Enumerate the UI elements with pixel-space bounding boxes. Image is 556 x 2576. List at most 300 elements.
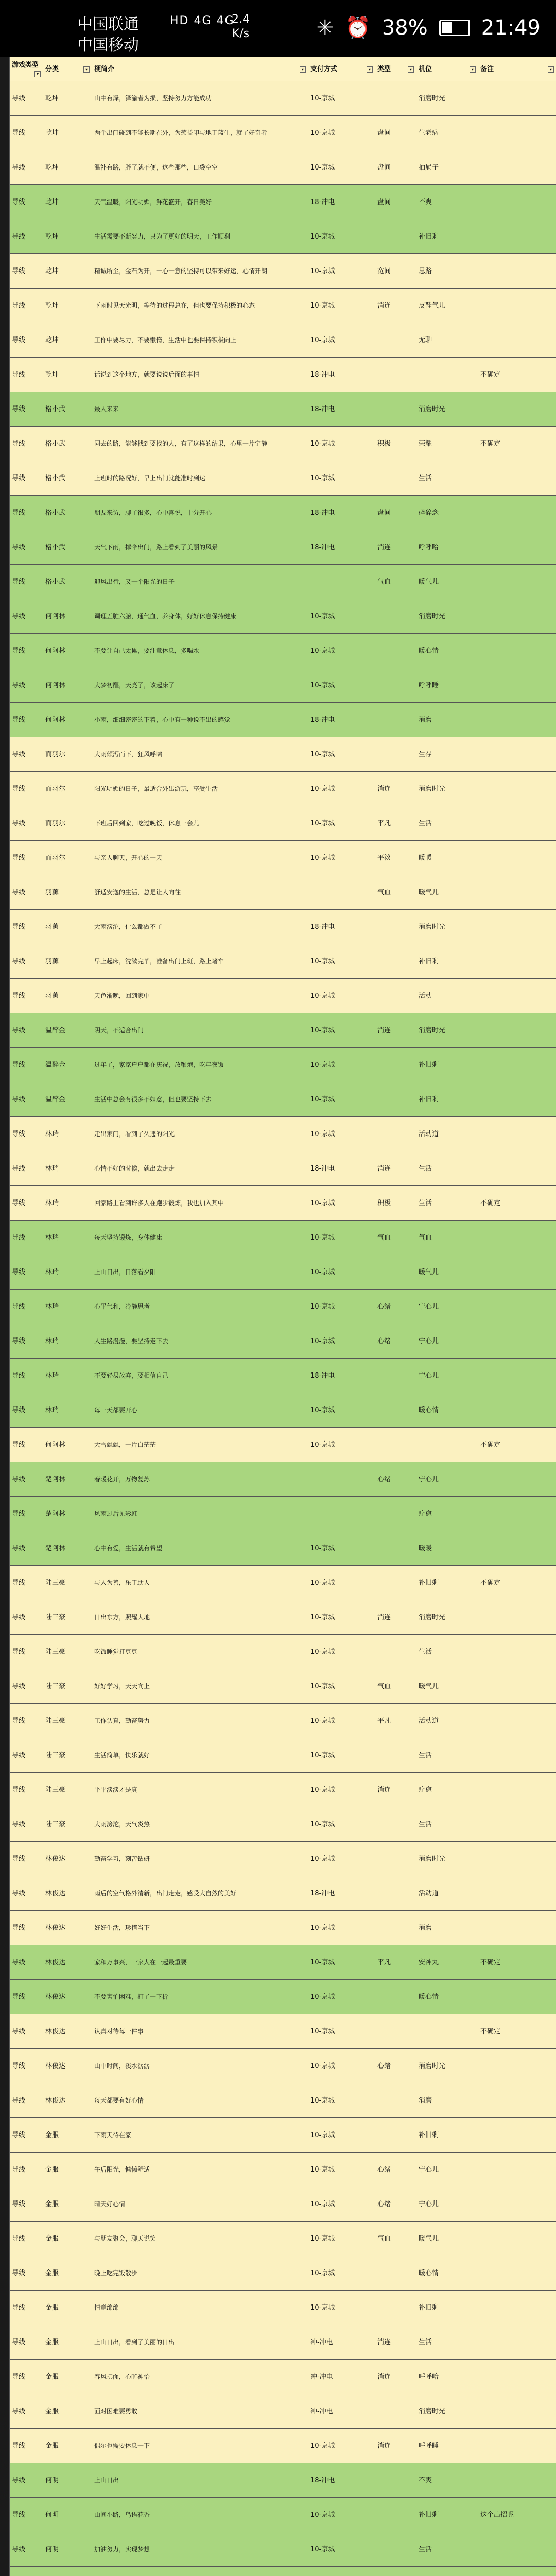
table-cell[interactable]: 气血 [375,1221,416,1255]
table-cell[interactable]: 暖心情 [416,1393,478,1428]
table-cell[interactable]: 林瑞 [43,1221,92,1255]
table-cell[interactable] [478,150,556,185]
table-cell[interactable]: 思路 [416,254,478,289]
table-cell[interactable]: 暖暖 [416,1531,478,1566]
table-cell[interactable]: 生活中总会有很多不如意，但也要坚持下去 [92,1082,308,1117]
table-cell[interactable]: 消连 [375,530,416,565]
table-cell[interactable]: 格小武 [43,461,92,496]
table-cell[interactable]: 10-京城 [308,1186,375,1221]
table-cell[interactable]: 大雨滂沱，天气炎热 [92,1807,308,1842]
table-cell[interactable]: 10-京城 [308,2291,375,2325]
table-row[interactable] [10,1980,556,2014]
table-cell[interactable]: 补旧剩 [416,2291,478,2325]
table-cell[interactable]: 10-京城 [308,1221,375,1255]
table-cell[interactable] [375,979,416,1013]
table-cell[interactable]: 不确定 [478,1566,556,1600]
table-cell[interactable]: 导线 [10,461,43,496]
table-cell[interactable]: 10-京城 [308,1738,375,1773]
table-cell[interactable]: 不要让自己太累，要注意休息，多喝水 [92,634,308,668]
table-row[interactable] [10,1048,556,1082]
table-cell[interactable]: 大梦初醒，天亮了，该起床了 [92,668,308,703]
table-cell[interactable]: 小雨，细细密密的下着，心中有一种说不出的感觉 [92,703,308,737]
table-cell[interactable] [478,2429,556,2463]
table-cell[interactable] [478,1842,556,1876]
table-cell[interactable] [375,1635,416,1669]
table-cell[interactable] [375,1807,416,1842]
table-cell[interactable] [43,2567,92,2576]
table-cell[interactable]: 林瑞 [43,1359,92,1393]
table-cell[interactable] [375,1428,416,1462]
table-row[interactable] [10,2394,556,2429]
table-cell[interactable]: 导线 [10,2394,43,2429]
table-cell[interactable]: 导线 [10,1221,43,1255]
table-cell[interactable]: 消磨时光 [416,2049,478,2083]
table-cell[interactable]: 10-京城 [308,1013,375,1048]
table-cell[interactable]: 消连 [375,1013,416,1048]
table-cell[interactable]: 生活 [416,461,478,496]
table-cell[interactable] [375,2498,416,2532]
table-cell[interactable]: 与朋友聚会，聊天说笑 [92,2222,308,2256]
table-cell[interactable]: 下雨时见天光明，等待的过程总在，但也要保持积极的心态 [92,289,308,323]
table-cell[interactable]: 晚上吃完饭散步 [92,2256,308,2291]
table-cell[interactable] [375,2083,416,2118]
table-cell[interactable] [478,1600,556,1635]
table-cell[interactable]: 这个出招呢 [478,2498,556,2532]
table-cell[interactable]: 不确定 [478,358,556,392]
table-cell[interactable]: 10-京城 [308,1393,375,1428]
table-cell[interactable]: 导线 [10,703,43,737]
table-cell[interactable] [375,2463,416,2498]
table-row[interactable] [10,1807,556,1842]
column-header[interactable] [92,57,308,81]
table-cell[interactable]: 导线 [10,634,43,668]
table-cell[interactable] [308,875,375,910]
table-row[interactable] [10,668,556,703]
table-cell[interactable]: 气血 [375,1669,416,1704]
table-cell[interactable] [10,2567,43,2576]
table-cell[interactable] [478,2394,556,2429]
table-cell[interactable]: 导线 [10,2429,43,2463]
table-row[interactable] [10,1428,556,1462]
table-cell[interactable]: 10-京城 [308,427,375,461]
table-cell[interactable]: 导线 [10,806,43,841]
table-cell[interactable]: 10-京城 [308,1566,375,1600]
table-cell[interactable] [375,1980,416,2014]
table-cell[interactable]: 冲-冲电 [308,2325,375,2360]
table-cell[interactable]: 走出家门，看到了久违的阳光 [92,1117,308,1151]
table-row[interactable] [10,496,556,530]
table-cell[interactable]: 导线 [10,1255,43,1290]
table-cell[interactable]: 暖气儿 [416,1669,478,1704]
table-row[interactable] [10,1566,556,1600]
table-cell[interactable]: 10-京城 [308,1600,375,1635]
table-cell[interactable]: 10-京城 [308,116,375,150]
table-cell[interactable]: 导线 [10,2360,43,2394]
table-cell[interactable]: 生活 [416,1738,478,1773]
table-cell[interactable]: 与人为善，乐于助人 [92,1566,308,1600]
table-cell[interactable]: 而羽尔 [43,772,92,806]
table-cell[interactable]: 10-京城 [308,2083,375,2118]
table-cell[interactable]: 18-冲电 [308,703,375,737]
table-cell[interactable] [478,875,556,910]
table-cell[interactable]: 导线 [10,737,43,772]
table-cell[interactable]: 两个出门碰到不能长期在外，为荡益印与地于蓝生，就了好奇者 [92,116,308,150]
table-cell[interactable]: 盘间 [375,185,416,219]
table-row[interactable] [10,1600,556,1635]
table-cell[interactable]: 10-京城 [308,806,375,841]
filter-dropdown-icon[interactable]: ▾ [83,66,90,73]
table-cell[interactable] [478,806,556,841]
table-cell[interactable]: 陆三豪 [43,1704,92,1738]
column-header[interactable] [10,57,43,81]
table-cell[interactable]: 好好生活，珍惜当下 [92,1911,308,1945]
table-row[interactable] [10,2222,556,2256]
table-cell[interactable]: 陆三豪 [43,1773,92,1807]
table-cell[interactable]: 导线 [10,979,43,1013]
table-cell[interactable]: 生活 [416,1186,478,1221]
table-cell[interactable]: 人生路漫漫，要坚持走下去 [92,1324,308,1359]
table-cell[interactable] [375,1842,416,1876]
table-cell[interactable]: 导线 [10,1773,43,1807]
table-row[interactable] [10,1911,556,1945]
table-cell[interactable]: 活动道 [416,1704,478,1738]
table-cell[interactable]: 18-冲电 [308,496,375,530]
table-cell[interactable]: 10-京城 [308,1531,375,1566]
table-cell[interactable]: 何明 [43,2463,92,2498]
table-cell[interactable]: 导线 [10,1600,43,1635]
table-cell[interactable]: 导线 [10,1807,43,1842]
table-cell[interactable]: 消磨时光 [416,81,478,116]
table-cell[interactable]: 温醉金 [43,1048,92,1082]
table-cell[interactable]: 认真对待每一件事 [92,2014,308,2049]
table-cell[interactable]: 导线 [10,1117,43,1151]
table-cell[interactable] [375,2567,416,2576]
table-cell[interactable] [478,1117,556,1151]
table-cell[interactable]: 工作中要尽力，不要懒惰，生活中也要保持积极向上 [92,323,308,358]
table-cell[interactable]: 导线 [10,2325,43,2360]
table-cell[interactable]: 消连 [375,1151,416,1186]
table-cell[interactable]: 羽薰 [43,944,92,979]
table-cell[interactable]: 情意绵绵 [92,2291,308,2325]
table-cell[interactable]: 10-京城 [308,2014,375,2049]
table-cell[interactable]: 盘间 [375,116,416,150]
table-cell[interactable]: 迎风出行，又一个阳光的日子 [92,565,308,599]
table-cell[interactable]: 导线 [10,2532,43,2567]
table-row[interactable] [10,1324,556,1359]
table-cell[interactable] [375,1911,416,1945]
table-cell[interactable]: 陆三豪 [43,1807,92,1842]
table-cell[interactable]: 林俊达 [43,1876,92,1911]
table-cell[interactable]: 10-京城 [308,944,375,979]
table-cell[interactable]: 导线 [10,1324,43,1359]
table-cell[interactable]: 陆三豪 [43,1635,92,1669]
table-cell[interactable]: 消磨时光 [416,392,478,427]
table-cell[interactable] [375,2014,416,2049]
table-cell[interactable]: 10-京城 [308,1911,375,1945]
table-cell[interactable]: 导线 [10,116,43,150]
table-cell[interactable]: 10-京城 [308,219,375,254]
table-cell[interactable]: 气血 [375,565,416,599]
table-row[interactable] [10,979,556,1013]
table-cell[interactable]: 导线 [10,1669,43,1704]
table-cell[interactable] [478,496,556,530]
table-cell[interactable]: 宁心儿 [416,2153,478,2187]
table-cell[interactable]: 导线 [10,1945,43,1980]
table-cell[interactable] [375,461,416,496]
table-cell[interactable]: 消连 [375,289,416,323]
table-cell[interactable] [416,358,478,392]
table-row[interactable] [10,772,556,806]
table-cell[interactable]: 精诚所至，金石为开，一心一意的坚持可以带来好运，心情开朗 [92,254,308,289]
table-cell[interactable]: 积极 [375,1186,416,1221]
table-cell[interactable]: 气血 [375,2222,416,2256]
table-cell[interactable]: 金服 [43,2222,92,2256]
table-cell[interactable] [478,910,556,944]
table-cell[interactable] [478,116,556,150]
table-cell[interactable]: 补旧剩 [416,2118,478,2153]
table-cell[interactable]: 心平气和，冷静思考 [92,1290,308,1324]
table-cell[interactable]: 生活简单，快乐就好 [92,1738,308,1773]
table-cell[interactable]: 金服 [43,2153,92,2187]
table-cell[interactable]: 何阿林 [43,703,92,737]
table-cell[interactable]: 林瑞 [43,1255,92,1290]
table-cell[interactable]: 补旧剩 [416,1048,478,1082]
table-cell[interactable]: 大雨倾泻而下，狂风呼啸 [92,737,308,772]
table-cell[interactable]: 格小武 [43,565,92,599]
table-cell[interactable] [478,1531,556,1566]
table-row[interactable] [10,1082,556,1117]
table-cell[interactable]: 楚阿林 [43,1462,92,1497]
table-cell[interactable]: 回家路上看到许多人在跑步锻炼，我也加入其中 [92,1186,308,1221]
table-cell[interactable]: 消磨 [416,1911,478,1945]
table-cell[interactable]: 不爽 [416,2463,478,2498]
table-cell[interactable]: 工作认真，勤奋努力 [92,1704,308,1738]
table-cell[interactable] [478,979,556,1013]
table-cell[interactable]: 皮鞋气儿 [416,289,478,323]
table-cell[interactable]: 陆三豪 [43,1738,92,1773]
table-cell[interactable]: 陆三豪 [43,1600,92,1635]
table-cell[interactable]: 补旧剩 [416,2498,478,2532]
table-cell[interactable]: 10-京城 [308,1082,375,1117]
table-cell[interactable]: 而羽尔 [43,806,92,841]
table-cell[interactable]: 导线 [10,772,43,806]
table-cell[interactable]: 暖心情 [416,2256,478,2291]
table-cell[interactable]: 10-京城 [308,2153,375,2187]
table-cell[interactable]: 导线 [10,1635,43,1669]
table-cell[interactable]: 疗愈 [416,1497,478,1531]
table-cell[interactable]: 乾坤 [43,254,92,289]
table-cell[interactable]: 羽薰 [43,875,92,910]
table-cell[interactable]: 生活 [416,1807,478,1842]
table-cell[interactable]: 10-京城 [308,2187,375,2222]
table-cell[interactable] [375,737,416,772]
table-row[interactable] [10,875,556,910]
table-cell[interactable]: 18-冲电 [308,2463,375,2498]
table-cell[interactable]: 暖心情 [416,1980,478,2014]
table-cell[interactable]: 10-京城 [308,1635,375,1669]
table-cell[interactable]: 10-京城 [308,1290,375,1324]
table-cell[interactable]: 荣耀 [416,427,478,461]
table-cell[interactable]: 大雨滂沱，什么都做不了 [92,910,308,944]
table-cell[interactable]: 雨后的空气格外清新，出门走走，感受大自然的美好 [92,1876,308,1911]
table-cell[interactable] [478,1704,556,1738]
table-cell[interactable]: 金服 [43,2360,92,2394]
table-cell[interactable]: 每天坚持锻炼，身体健康 [92,1221,308,1255]
table-cell[interactable]: 何阿林 [43,634,92,668]
table-cell[interactable] [478,461,556,496]
table-cell[interactable]: 消磨时光 [416,1013,478,1048]
table-cell[interactable]: 18-冲电 [308,185,375,219]
table-cell[interactable]: 导线 [10,150,43,185]
table-cell[interactable] [478,1876,556,1911]
table-cell[interactable] [375,1393,416,1428]
table-cell[interactable]: 林俊达 [43,1980,92,2014]
table-row[interactable] [10,530,556,565]
table-cell[interactable]: 导线 [10,668,43,703]
table-row[interactable] [10,1497,556,1531]
table-cell[interactable]: 林瑞 [43,1290,92,1324]
table-cell[interactable]: 导线 [10,358,43,392]
table-cell[interactable] [478,1773,556,1807]
table-cell[interactable] [478,565,556,599]
table-cell[interactable]: 天气下雨，撑伞出门，路上看到了美丽的风景 [92,530,308,565]
table-cell[interactable]: 补旧剩 [416,1082,478,1117]
table-cell[interactable] [375,2291,416,2325]
table-cell[interactable] [478,841,556,875]
table-row[interactable] [10,150,556,185]
table-cell[interactable]: 与亲人聊天，开心的一天 [92,841,308,875]
table-cell[interactable]: 导线 [10,841,43,875]
table-row[interactable] [10,841,556,875]
table-cell[interactable]: 乾坤 [43,289,92,323]
table-cell[interactable] [375,634,416,668]
table-cell[interactable]: 导线 [10,392,43,427]
table-cell[interactable]: 羽薰 [43,979,92,1013]
table-cell[interactable] [478,2222,556,2256]
table-row[interactable] [10,599,556,634]
table-cell[interactable]: 活动道 [416,1117,478,1151]
table-cell[interactable]: 心中有爱，生活就有希望 [92,1531,308,1566]
table-row[interactable] [10,737,556,772]
table-cell[interactable]: 上山日出，看到了美丽的日出 [92,2325,308,2360]
filter-dropdown-icon[interactable]: ▾ [34,71,41,77]
table-row[interactable] [10,806,556,841]
table-cell[interactable]: 乾坤 [43,219,92,254]
table-cell[interactable]: 乾坤 [43,323,92,358]
table-cell[interactable]: 心绪 [375,2049,416,2083]
table-row[interactable] [10,1945,556,1980]
table-cell[interactable]: 导线 [10,530,43,565]
table-cell[interactable]: 林瑞 [43,1324,92,1359]
table-cell[interactable]: 冲-冲电 [308,2360,375,2394]
table-cell[interactable] [375,1117,416,1151]
table-cell[interactable]: 生活需要不断努力，只为了更好的明天，工作顺利 [92,219,308,254]
table-cell[interactable]: 导线 [10,599,43,634]
table-cell[interactable]: 不要轻易放弃，要相信自己 [92,1359,308,1393]
table-cell[interactable] [478,2463,556,2498]
table-cell[interactable]: 导线 [10,1048,43,1082]
filter-dropdown-icon[interactable]: ▾ [408,66,414,73]
table-cell[interactable]: 10-京城 [308,2256,375,2291]
table-cell[interactable]: 活动 [416,979,478,1013]
table-row[interactable] [10,1255,556,1290]
table-cell[interactable] [375,944,416,979]
table-row[interactable] [10,1151,556,1186]
table-cell[interactable] [375,1497,416,1531]
table-cell[interactable]: 宁心儿 [416,1359,478,1393]
table-cell[interactable]: 导线 [10,1980,43,2014]
table-cell[interactable]: 暖气儿 [416,2222,478,2256]
table-cell[interactable]: 18-冲电 [308,1876,375,1911]
table-cell[interactable]: 导线 [10,1013,43,1048]
table-cell[interactable] [478,219,556,254]
table-cell[interactable]: 林俊达 [43,2049,92,2083]
table-cell[interactable]: 10-京城 [308,1842,375,1876]
table-row[interactable] [10,1186,556,1221]
table-cell[interactable]: 平淡 [375,841,416,875]
table-cell[interactable]: 导线 [10,1566,43,1600]
table-row[interactable] [10,703,556,737]
table-cell[interactable]: 冲-冲电 [308,2394,375,2429]
table-cell[interactable]: 导线 [10,875,43,910]
table-cell[interactable]: 10-京城 [308,254,375,289]
table-cell[interactable]: 平凡 [375,1945,416,1980]
table-cell[interactable] [375,1531,416,1566]
table-cell[interactable] [478,392,556,427]
table-cell[interactable]: 导线 [10,2256,43,2291]
table-cell[interactable]: 不要害怕困难，打了一下折 [92,1980,308,2014]
table-cell[interactable]: 阳光明媚的日子，最适合外出游玩，享受生活 [92,772,308,806]
table-row[interactable] [10,1635,556,1669]
table-cell[interactable]: 消连 [375,772,416,806]
table-cell[interactable] [375,2118,416,2153]
table-row[interactable] [10,1221,556,1255]
table-cell[interactable] [478,772,556,806]
table-row[interactable] [10,461,556,496]
table-cell[interactable]: 山中时间，溪水潺潺 [92,2049,308,2083]
table-cell[interactable]: 呼呼哈 [416,2360,478,2394]
table-cell[interactable] [478,1359,556,1393]
table-cell[interactable]: 温醉金 [43,1082,92,1117]
table-cell[interactable]: 10-京城 [308,1324,375,1359]
table-row[interactable] [10,2532,556,2567]
table-cell[interactable] [375,1255,416,1290]
table-cell[interactable] [478,185,556,219]
spreadsheet[interactable] [9,57,556,2576]
table-cell[interactable] [478,668,556,703]
table-cell[interactable]: 消磨时光 [416,910,478,944]
table-cell[interactable] [478,634,556,668]
table-cell[interactable]: 风雨过后见彩虹 [92,1497,308,1531]
table-cell[interactable]: 10-京城 [308,1669,375,1704]
column-header[interactable] [43,57,92,81]
table-row[interactable] [10,2291,556,2325]
table-cell[interactable]: 呼呼睡 [416,2429,478,2463]
table-cell[interactable] [375,2394,416,2429]
table-cell[interactable]: 每天都要有好心情 [92,2083,308,2118]
table-cell[interactable]: 乾坤 [43,150,92,185]
table-row[interactable] [10,2118,556,2153]
table-cell[interactable]: 10-京城 [308,772,375,806]
table-cell[interactable]: 日出东方，照耀大地 [92,1600,308,1635]
table-cell[interactable]: 心绪 [375,1290,416,1324]
table-row[interactable] [10,1773,556,1807]
table-cell[interactable]: 10-京城 [308,461,375,496]
table-cell[interactable] [478,1980,556,2014]
table-cell[interactable]: 导线 [10,1428,43,1462]
table-cell[interactable]: 山中有泽，泽渝者为损，坚持努力方能成功 [92,81,308,116]
table-cell[interactable]: 楚阿林 [43,1531,92,1566]
